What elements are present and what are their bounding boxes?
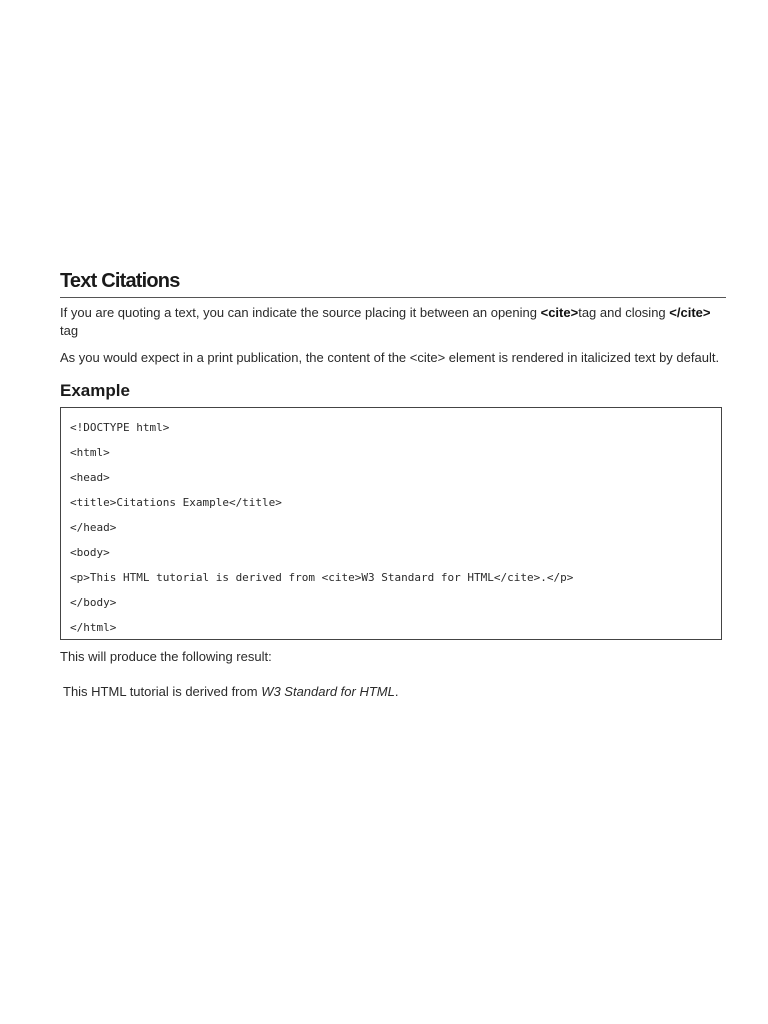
result-text-start: This HTML tutorial is derived from xyxy=(63,684,262,699)
example-title: Example xyxy=(60,381,130,400)
code-line: <body> xyxy=(70,546,110,559)
cite-close-tag: </cite> xyxy=(669,305,711,320)
intro-p1-end: tag xyxy=(60,323,79,338)
result-text-end: . xyxy=(394,684,399,699)
code-line: </html> xyxy=(70,621,117,634)
document-page xyxy=(60,270,726,699)
section-title: Text Citations xyxy=(60,270,726,298)
intro-paragraph-2: As you would expect in a print publication, the content of the <cite> element is rendered in italicized text by default. xyxy=(60,350,720,365)
code-line: <html> xyxy=(70,446,110,459)
code-line: <!DOCTYPE html> xyxy=(70,421,170,434)
intro-p1-start: If you are quoting a text, you can indicate the source placing it between an opening xyxy=(60,305,541,320)
result-output xyxy=(63,684,726,699)
cite-open-tag: <cite> xyxy=(540,305,579,320)
intro-p1-mid: tag and closing xyxy=(578,305,670,320)
code-line: <head> xyxy=(70,471,110,484)
code-line: <title>Citations Example</title> xyxy=(70,496,282,509)
code-line: </body> xyxy=(70,596,117,609)
intro-paragraph-1 xyxy=(60,304,726,340)
result-intro: This will produce the following result: xyxy=(60,649,272,664)
result-cite-text: W3 Standard for HTML xyxy=(261,684,395,699)
code-example-box xyxy=(60,407,722,640)
code-line: <p>This HTML tutorial is derived from <cite>W3 Standard for HTML</cite>.</p> xyxy=(70,571,574,584)
code-line: </head> xyxy=(70,521,117,534)
